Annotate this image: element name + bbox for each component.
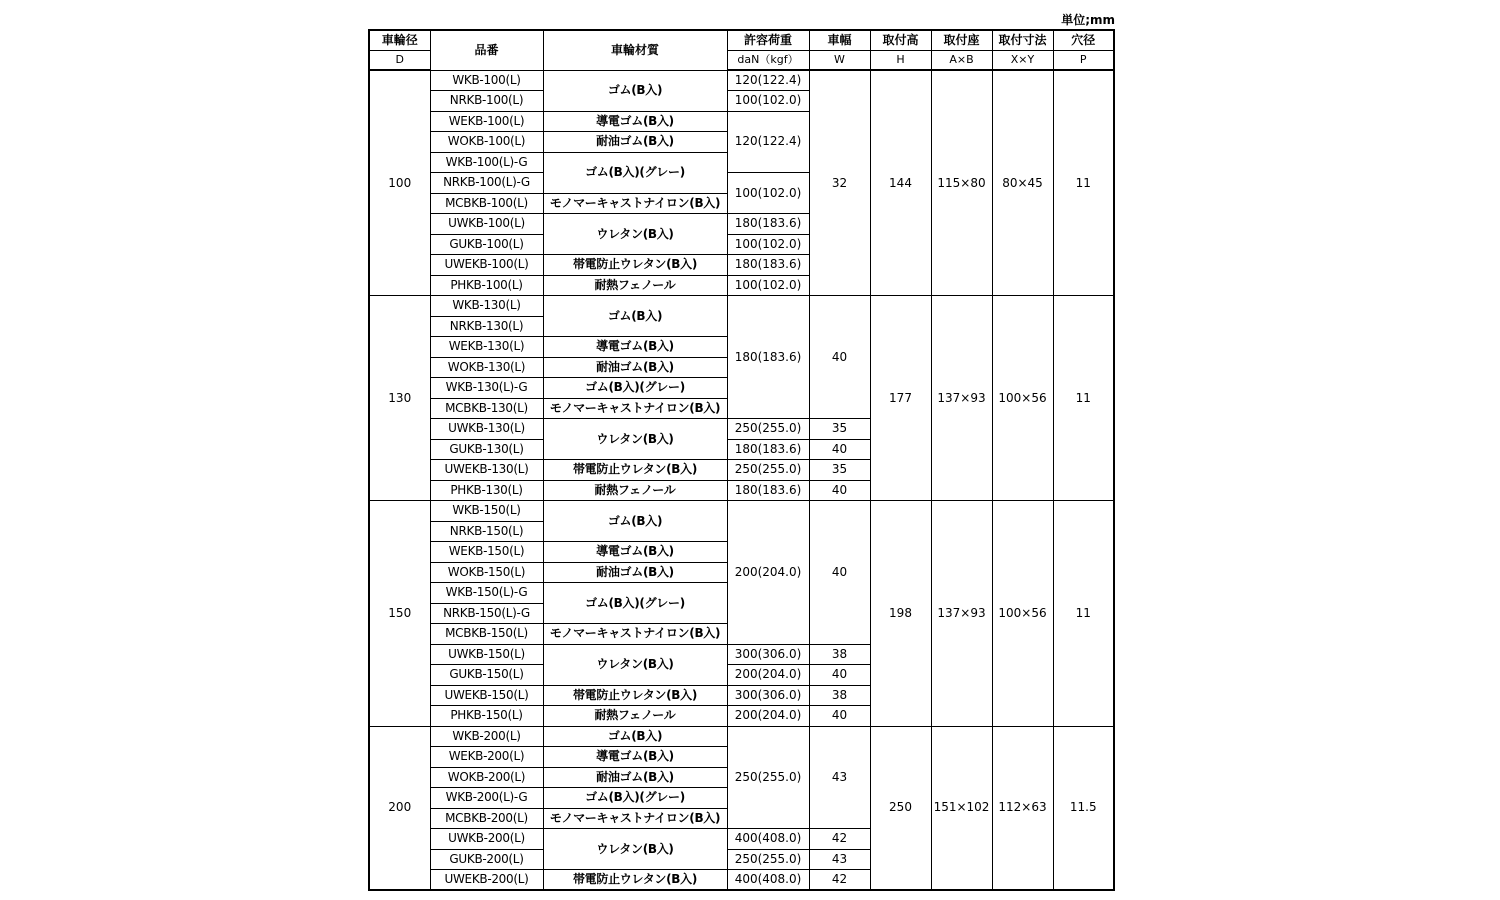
header-width-sub: W [809,50,870,70]
material-cell: モノマーキャストナイロン(B入) [543,398,727,419]
material-cell: ウレタン(B入) [543,829,727,870]
part-number-cell: GUKB-200(L) [430,849,543,870]
material-cell: モノマーキャストナイロン(B入) [543,808,727,829]
width-cell: 43 [809,849,870,870]
header-height: 取付高 [870,30,931,50]
hole-cell: 11 [1053,70,1114,296]
pitch-cell: 112×63 [992,726,1053,890]
load-cell: 100(102.0) [727,275,809,296]
material-cell: ゴム(B入)(グレー) [543,788,727,809]
material-cell: 帯電防止ウレタン(B入) [543,460,727,481]
material-cell: 帯電防止ウレタン(B入) [543,255,727,276]
header-height-sub: H [870,50,931,70]
width-cell: 40 [809,480,870,501]
part-number-cell: MCBKB-150(L) [430,624,543,645]
load-cell: 100(102.0) [727,234,809,255]
load-cell: 300(306.0) [727,685,809,706]
width-cell: 42 [809,870,870,891]
height-cell: 144 [870,70,931,296]
width-cell: 40 [809,665,870,686]
material-cell: 導電ゴム(B入) [543,747,727,768]
pitch-cell: 100×56 [992,501,1053,727]
header-hole: 穴径 [1053,30,1114,50]
part-number-cell: GUKB-100(L) [430,234,543,255]
header-seat: 取付座 [931,30,992,50]
material-cell: 耐熱フェノール [543,480,727,501]
diameter-cell: 130 [369,296,430,501]
material-cell: 耐油ゴム(B入) [543,767,727,788]
part-number-cell: UWEKB-200(L) [430,870,543,891]
load-cell: 180(183.6) [727,296,809,419]
material-cell: 耐熱フェノール [543,706,727,727]
part-number-cell: WKB-100(L) [430,70,543,91]
header-load: 許容荷重 [727,30,809,50]
hole-cell: 11 [1053,501,1114,727]
width-cell: 43 [809,726,870,829]
seat-cell: 137×93 [931,501,992,727]
material-cell: 耐油ゴム(B入) [543,357,727,378]
header-seat-sub: A×B [931,50,992,70]
load-cell: 250(255.0) [727,419,809,440]
part-number-cell: MCBKB-130(L) [430,398,543,419]
part-number-cell: UWEKB-150(L) [430,685,543,706]
material-cell: ゴム(B入) [543,726,727,747]
width-cell: 40 [809,706,870,727]
part-number-cell: WOKB-100(L) [430,132,543,153]
material-cell: ゴム(B入) [543,70,727,111]
height-cell: 177 [870,296,931,501]
load-cell: 300(306.0) [727,644,809,665]
load-cell: 100(102.0) [727,173,809,214]
width-cell: 38 [809,644,870,665]
material-cell: ゴム(B入)(グレー) [543,583,727,624]
material-cell: モノマーキャストナイロン(B入) [543,193,727,214]
part-number-cell: UWKB-150(L) [430,644,543,665]
height-cell: 250 [870,726,931,890]
table-row [369,70,1114,91]
part-number-cell: WEKB-100(L) [430,111,543,132]
seat-cell: 151×102 [931,726,992,890]
part-number-cell: NRKB-130(L) [430,316,543,337]
table-row [369,726,1114,747]
part-number-cell: WKB-200(L)-G [430,788,543,809]
table-row [369,501,1114,522]
part-number-cell: WKB-150(L)-G [430,583,543,604]
material-cell: ゴム(B入)(グレー) [543,152,727,193]
width-cell: 35 [809,460,870,481]
part-number-cell: NRKB-150(L) [430,521,543,542]
hole-cell: 11 [1053,296,1114,501]
table-header [369,30,1114,70]
part-number-cell: WKB-130(L)-G [430,378,543,399]
header-material: 車輪材質 [543,30,727,70]
material-cell: ウレタン(B入) [543,419,727,460]
material-cell: 帯電防止ウレタン(B入) [543,870,727,891]
part-number-cell: WKB-200(L) [430,726,543,747]
header-load-sub: daN（kgf） [727,50,809,70]
part-number-cell: MCBKB-200(L) [430,808,543,829]
part-number-cell: WEKB-200(L) [430,747,543,768]
header-hole-sub: P [1053,50,1114,70]
load-cell: 400(408.0) [727,870,809,891]
load-cell: 250(255.0) [727,460,809,481]
width-cell: 35 [809,419,870,440]
part-number-cell: GUKB-130(L) [430,439,543,460]
diameter-cell: 150 [369,501,430,727]
load-cell: 100(102.0) [727,91,809,112]
part-number-cell: WOKB-130(L) [430,357,543,378]
load-cell: 250(255.0) [727,849,809,870]
load-cell: 200(204.0) [727,706,809,727]
table-body [369,70,1114,890]
header-width: 車幅 [809,30,870,50]
part-number-cell: WOKB-150(L) [430,562,543,583]
part-number-cell: WOKB-200(L) [430,767,543,788]
load-cell: 180(183.6) [727,439,809,460]
pitch-cell: 80×45 [992,70,1053,296]
width-cell: 40 [809,439,870,460]
part-number-cell: PHKB-130(L) [430,480,543,501]
part-number-cell: NRKB-100(L)-G [430,173,543,194]
part-number-cell: UWKB-200(L) [430,829,543,850]
load-cell: 180(183.6) [727,214,809,235]
material-cell: ゴム(B入)(グレー) [543,378,727,399]
pitch-cell: 100×56 [992,296,1053,501]
table-row [369,296,1114,317]
load-cell: 250(255.0) [727,726,809,829]
part-number-cell: WKB-130(L) [430,296,543,317]
header-pitch-sub: X×Y [992,50,1053,70]
unit-label: 単位;mm [1061,13,1115,27]
material-cell: 耐油ゴム(B入) [543,132,727,153]
part-number-cell: WEKB-150(L) [430,542,543,563]
material-cell: モノマーキャストナイロン(B入) [543,624,727,645]
hole-cell: 11.5 [1053,726,1114,890]
diameter-cell: 100 [369,70,430,296]
material-cell: ゴム(B入) [543,501,727,542]
header-diameter: 車輪径 [369,30,430,50]
part-number-cell: WEKB-130(L) [430,337,543,358]
load-cell: 120(122.4) [727,70,809,91]
part-number-cell: GUKB-150(L) [430,665,543,686]
part-number-cell: UWKB-130(L) [430,419,543,440]
part-number-cell: UWKB-100(L) [430,214,543,235]
material-cell: 耐油ゴム(B入) [543,562,727,583]
material-cell: 帯電防止ウレタン(B入) [543,685,727,706]
material-cell: ウレタン(B入) [543,644,727,685]
width-cell: 32 [809,70,870,296]
load-cell: 180(183.6) [727,480,809,501]
load-cell: 120(122.4) [727,111,809,173]
material-cell: 導電ゴム(B入) [543,542,727,563]
part-number-cell: WKB-100(L)-G [430,152,543,173]
header-diameter-sub: D [369,50,430,70]
material-cell: 導電ゴム(B入) [543,111,727,132]
load-cell: 180(183.6) [727,255,809,276]
material-cell: ウレタン(B入) [543,214,727,255]
header-part-number: 品番 [430,30,543,70]
part-number-cell: UWEKB-100(L) [430,255,543,276]
seat-cell: 137×93 [931,296,992,501]
seat-cell: 115×80 [931,70,992,296]
load-cell: 200(204.0) [727,501,809,645]
material-cell: 耐熱フェノール [543,275,727,296]
header-pitch: 取付寸法 [992,30,1053,50]
part-number-cell: UWEKB-130(L) [430,460,543,481]
material-cell: 導電ゴム(B入) [543,337,727,358]
width-cell: 40 [809,501,870,645]
height-cell: 198 [870,501,931,727]
diameter-cell: 200 [369,726,430,890]
width-cell: 38 [809,685,870,706]
part-number-cell: PHKB-100(L) [430,275,543,296]
part-number-cell: WKB-150(L) [430,501,543,522]
load-cell: 200(204.0) [727,665,809,686]
caster-spec-table [368,29,1115,891]
part-number-cell: MCBKB-100(L) [430,193,543,214]
material-cell: ゴム(B入) [543,296,727,337]
part-number-cell: PHKB-150(L) [430,706,543,727]
part-number-cell: NRKB-100(L) [430,91,543,112]
load-cell: 400(408.0) [727,829,809,850]
part-number-cell: NRKB-150(L)-G [430,603,543,624]
width-cell: 42 [809,829,870,850]
width-cell: 40 [809,296,870,419]
